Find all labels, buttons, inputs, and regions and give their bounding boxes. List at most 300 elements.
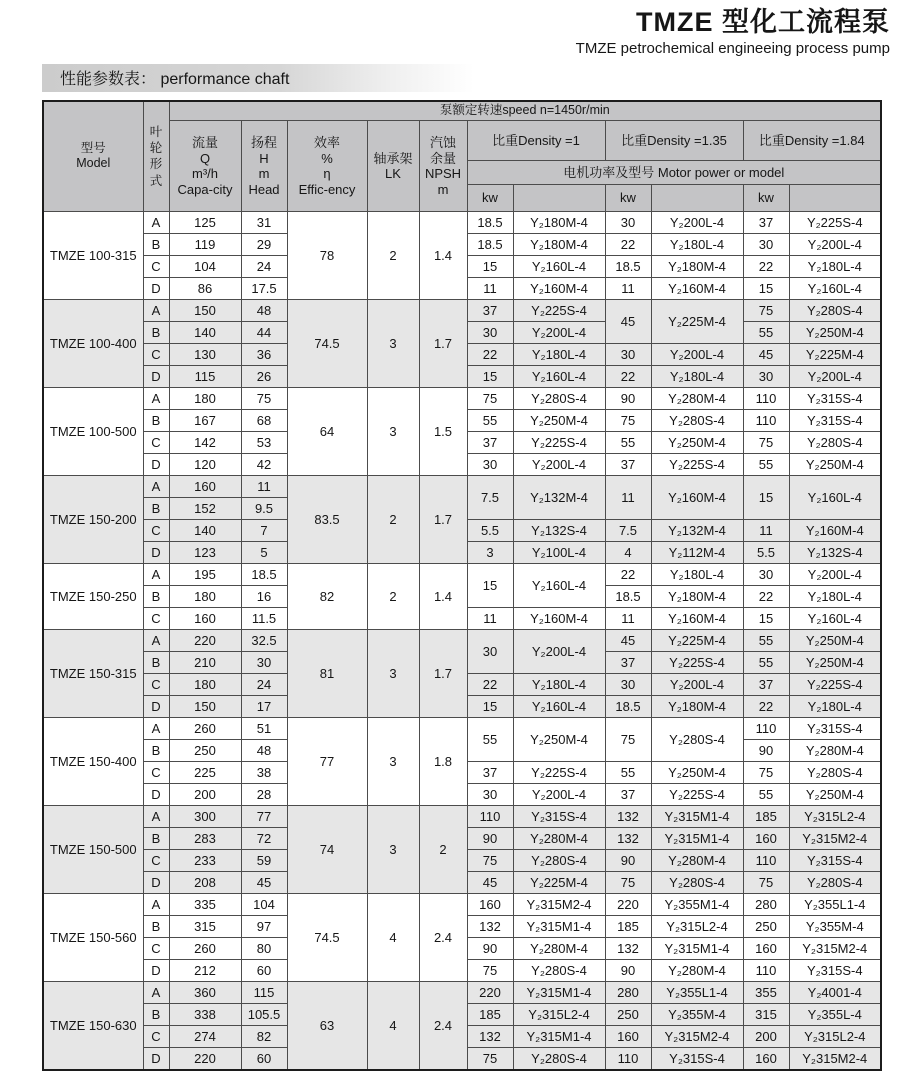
motor-model-cell: Y₂132S-4 bbox=[513, 520, 605, 542]
npsh-cell: 2.4 bbox=[419, 894, 467, 982]
motor-kw-cell: 90 bbox=[605, 388, 651, 410]
table-row bbox=[43, 982, 881, 1004]
impeller-cell: B bbox=[143, 586, 169, 608]
header-motor-model-1 bbox=[513, 185, 605, 212]
motor-kw-cell: 45 bbox=[605, 630, 651, 652]
capacity-cell: 125 bbox=[169, 212, 241, 234]
head-cell: 30 bbox=[241, 652, 287, 674]
motor-model-cell: Y₂280M-4 bbox=[651, 388, 743, 410]
motor-model-cell: Y₂315S-4 bbox=[789, 388, 881, 410]
impeller-cell: A bbox=[143, 388, 169, 410]
impeller-cell: D bbox=[143, 960, 169, 982]
impeller-cell: A bbox=[143, 982, 169, 1004]
efficiency-cell: 81 bbox=[287, 630, 367, 718]
head-cell: 48 bbox=[241, 300, 287, 322]
motor-kw-cell: 45 bbox=[743, 344, 789, 366]
bearing-frame-cell: 3 bbox=[367, 630, 419, 718]
capacity-cell: 260 bbox=[169, 718, 241, 740]
motor-kw-cell: 132 bbox=[467, 916, 513, 938]
capacity-cell: 260 bbox=[169, 938, 241, 960]
motor-kw-cell: 15 bbox=[467, 564, 513, 608]
motor-model-cell: Y₂225S-4 bbox=[789, 674, 881, 696]
model-cell: TMZE 150-400 bbox=[43, 718, 143, 806]
motor-kw-cell: 22 bbox=[605, 366, 651, 388]
motor-model-cell: Y₂315L2-4 bbox=[789, 806, 881, 828]
motor-model-cell: Y₂280S-4 bbox=[651, 718, 743, 762]
motor-kw-cell: 30 bbox=[467, 784, 513, 806]
motor-kw-cell: 280 bbox=[605, 982, 651, 1004]
motor-kw-cell: 75 bbox=[605, 872, 651, 894]
table-row bbox=[43, 300, 881, 322]
header-motor-model-2 bbox=[651, 185, 743, 212]
motor-model-cell: Y₂180L-4 bbox=[513, 674, 605, 696]
motor-model-cell: Y₂160M-4 bbox=[651, 278, 743, 300]
motor-model-cell: Y₂315L2-4 bbox=[651, 916, 743, 938]
impeller-cell: D bbox=[143, 542, 169, 564]
motor-kw-cell: 160 bbox=[743, 828, 789, 850]
motor-model-cell: Y₂160L-4 bbox=[513, 564, 605, 608]
efficiency-cell: 83.5 bbox=[287, 476, 367, 564]
motor-model-cell: Y₂225M-4 bbox=[789, 344, 881, 366]
motor-kw-cell: 37 bbox=[467, 762, 513, 784]
motor-model-cell: Y₂280S-4 bbox=[513, 850, 605, 872]
header-npsh: 汽蚀 余量 NPSH m bbox=[419, 121, 467, 212]
npsh-cell: 1.7 bbox=[419, 630, 467, 718]
capacity-cell: 152 bbox=[169, 498, 241, 520]
motor-kw-cell: 15 bbox=[467, 256, 513, 278]
motor-kw-cell: 75 bbox=[605, 718, 651, 762]
header-bearing: 轴承架 LK bbox=[367, 121, 419, 212]
bearing-frame-cell: 4 bbox=[367, 982, 419, 1070]
motor-kw-cell: 18.5 bbox=[467, 234, 513, 256]
header-kw-3: kw bbox=[743, 185, 789, 212]
capacity-cell: 208 bbox=[169, 872, 241, 894]
motor-kw-cell: 280 bbox=[743, 894, 789, 916]
motor-model-cell: Y₂355M-4 bbox=[651, 1004, 743, 1026]
impeller-cell: D bbox=[143, 366, 169, 388]
header-motor-power: 电机功率及型号 Motor power or model bbox=[467, 161, 881, 185]
impeller-cell: C bbox=[143, 256, 169, 278]
motor-kw-cell: 15 bbox=[467, 696, 513, 718]
capacity-cell: 115 bbox=[169, 366, 241, 388]
motor-kw-cell: 7.5 bbox=[467, 476, 513, 520]
impeller-cell: B bbox=[143, 234, 169, 256]
motor-kw-cell: 30 bbox=[605, 674, 651, 696]
motor-model-cell: Y₂280M-4 bbox=[513, 828, 605, 850]
capacity-cell: 140 bbox=[169, 322, 241, 344]
head-cell: 16 bbox=[241, 586, 287, 608]
motor-model-cell: Y₂250M-4 bbox=[651, 762, 743, 784]
motor-model-cell: Y₂180L-4 bbox=[651, 366, 743, 388]
efficiency-cell: 63 bbox=[287, 982, 367, 1070]
capacity-cell: 180 bbox=[169, 388, 241, 410]
motor-model-cell: Y₂160M-4 bbox=[513, 278, 605, 300]
efficiency-cell: 77 bbox=[287, 718, 367, 806]
motor-kw-cell: 55 bbox=[743, 630, 789, 652]
motor-kw-cell: 110 bbox=[605, 1048, 651, 1070]
motor-model-cell: Y₂160M-4 bbox=[651, 608, 743, 630]
table-row bbox=[43, 718, 881, 740]
model-cell: TMZE 100-315 bbox=[43, 212, 143, 300]
npsh-cell: 1.4 bbox=[419, 564, 467, 630]
motor-model-cell: Y₂200L-4 bbox=[789, 366, 881, 388]
motor-kw-cell: 55 bbox=[605, 762, 651, 784]
motor-model-cell: Y₂160L-4 bbox=[513, 256, 605, 278]
motor-model-cell: Y₂200L-4 bbox=[513, 322, 605, 344]
motor-model-cell: Y₂315M1-4 bbox=[651, 828, 743, 850]
head-cell: 68 bbox=[241, 410, 287, 432]
capacity-cell: 180 bbox=[169, 586, 241, 608]
section-header-bar bbox=[42, 64, 474, 92]
header-kw-2: kw bbox=[605, 185, 651, 212]
bearing-frame-cell: 2 bbox=[367, 564, 419, 630]
motor-kw-cell: 55 bbox=[743, 784, 789, 806]
motor-kw-cell: 37 bbox=[743, 674, 789, 696]
efficiency-cell: 74.5 bbox=[287, 894, 367, 982]
table-row bbox=[43, 806, 881, 828]
head-cell: 17 bbox=[241, 696, 287, 718]
motor-model-cell: Y₂250M-4 bbox=[789, 652, 881, 674]
motor-model-cell: Y₂355M1-4 bbox=[651, 894, 743, 916]
motor-kw-cell: 11 bbox=[467, 278, 513, 300]
header-row-speed bbox=[43, 101, 881, 121]
impeller-cell: C bbox=[143, 344, 169, 366]
impeller-cell: D bbox=[143, 872, 169, 894]
motor-model-cell: Y₂315M1-4 bbox=[651, 938, 743, 960]
model-cell: TMZE 150-315 bbox=[43, 630, 143, 718]
head-cell: 48 bbox=[241, 740, 287, 762]
motor-kw-cell: 160 bbox=[743, 938, 789, 960]
motor-kw-cell: 75 bbox=[467, 1048, 513, 1070]
impeller-cell: C bbox=[143, 608, 169, 630]
impeller-cell: C bbox=[143, 1026, 169, 1048]
head-cell: 11 bbox=[241, 476, 287, 498]
npsh-cell: 2 bbox=[419, 806, 467, 894]
impeller-cell: C bbox=[143, 938, 169, 960]
motor-model-cell: Y₂355M-4 bbox=[789, 916, 881, 938]
motor-kw-cell: 15 bbox=[743, 278, 789, 300]
motor-model-cell: Y₂200L-4 bbox=[513, 630, 605, 674]
motor-kw-cell: 22 bbox=[467, 344, 513, 366]
motor-kw-cell: 75 bbox=[743, 762, 789, 784]
motor-kw-cell: 22 bbox=[743, 256, 789, 278]
header-density-1-84: 比重Density =1.84 bbox=[743, 121, 881, 161]
motor-kw-cell: 55 bbox=[467, 410, 513, 432]
head-cell: 53 bbox=[241, 432, 287, 454]
motor-kw-cell: 160 bbox=[605, 1026, 651, 1048]
impeller-cell: D bbox=[143, 278, 169, 300]
efficiency-cell: 64 bbox=[287, 388, 367, 476]
motor-kw-cell: 22 bbox=[743, 586, 789, 608]
motor-model-cell: Y₂315L2-4 bbox=[789, 1026, 881, 1048]
capacity-cell: 142 bbox=[169, 432, 241, 454]
head-cell: 72 bbox=[241, 828, 287, 850]
motor-kw-cell: 22 bbox=[743, 696, 789, 718]
impeller-cell: A bbox=[143, 718, 169, 740]
impeller-cell: B bbox=[143, 410, 169, 432]
capacity-cell: 250 bbox=[169, 740, 241, 762]
motor-kw-cell: 30 bbox=[605, 212, 651, 234]
motor-kw-cell: 200 bbox=[743, 1026, 789, 1048]
capacity-cell: 130 bbox=[169, 344, 241, 366]
motor-model-cell: Y₂280S-4 bbox=[789, 762, 881, 784]
motor-model-cell: Y₂180L-4 bbox=[789, 696, 881, 718]
motor-model-cell: Y₂160L-4 bbox=[789, 278, 881, 300]
head-cell: 59 bbox=[241, 850, 287, 872]
motor-kw-cell: 55 bbox=[743, 652, 789, 674]
impeller-cell: C bbox=[143, 850, 169, 872]
capacity-cell: 160 bbox=[169, 476, 241, 498]
npsh-cell: 1.7 bbox=[419, 476, 467, 564]
motor-model-cell: Y₂315M1-4 bbox=[651, 806, 743, 828]
bearing-frame-cell: 3 bbox=[367, 806, 419, 894]
bearing-frame-cell: 3 bbox=[367, 300, 419, 388]
capacity-cell: 300 bbox=[169, 806, 241, 828]
head-cell: 5 bbox=[241, 542, 287, 564]
motor-model-cell: Y₂160M-4 bbox=[513, 608, 605, 630]
motor-model-cell: Y₂225M-4 bbox=[651, 300, 743, 344]
motor-model-cell: Y₂250M-4 bbox=[651, 432, 743, 454]
bearing-frame-cell: 3 bbox=[367, 388, 419, 476]
motor-model-cell: Y₂280S-4 bbox=[651, 410, 743, 432]
motor-model-cell: Y₂315S-4 bbox=[789, 718, 881, 740]
motor-kw-cell: 15 bbox=[743, 608, 789, 630]
motor-kw-cell: 132 bbox=[605, 828, 651, 850]
head-cell: 82 bbox=[241, 1026, 287, 1048]
table-row bbox=[43, 212, 881, 234]
head-cell: 105.5 bbox=[241, 1004, 287, 1026]
impeller-cell: C bbox=[143, 520, 169, 542]
head-cell: 104 bbox=[241, 894, 287, 916]
head-cell: 75 bbox=[241, 388, 287, 410]
head-cell: 24 bbox=[241, 674, 287, 696]
motor-kw-cell: 160 bbox=[467, 894, 513, 916]
bearing-frame-cell: 2 bbox=[367, 212, 419, 300]
motor-model-cell: Y₂280M-4 bbox=[651, 850, 743, 872]
motor-kw-cell: 220 bbox=[467, 982, 513, 1004]
efficiency-cell: 82 bbox=[287, 564, 367, 630]
motor-model-cell: Y₂250M-4 bbox=[789, 322, 881, 344]
motor-model-cell: Y₂315S-4 bbox=[789, 960, 881, 982]
motor-kw-cell: 75 bbox=[605, 410, 651, 432]
impeller-cell: A bbox=[143, 806, 169, 828]
motor-kw-cell: 30 bbox=[467, 630, 513, 674]
head-cell: 77 bbox=[241, 806, 287, 828]
motor-model-cell: Y₂180M-4 bbox=[651, 586, 743, 608]
motor-model-cell: Y₂160L-4 bbox=[789, 608, 881, 630]
motor-kw-cell: 18.5 bbox=[605, 256, 651, 278]
capacity-cell: 225 bbox=[169, 762, 241, 784]
motor-model-cell: Y₂180M-4 bbox=[651, 696, 743, 718]
motor-kw-cell: 132 bbox=[605, 806, 651, 828]
head-cell: 60 bbox=[241, 960, 287, 982]
motor-kw-cell: 22 bbox=[467, 674, 513, 696]
model-cell: TMZE 150-200 bbox=[43, 476, 143, 564]
motor-kw-cell: 30 bbox=[605, 344, 651, 366]
head-cell: 97 bbox=[241, 916, 287, 938]
motor-model-cell: Y₂225S-4 bbox=[513, 432, 605, 454]
motor-kw-cell: 110 bbox=[743, 718, 789, 740]
head-cell: 26 bbox=[241, 366, 287, 388]
motor-kw-cell: 55 bbox=[743, 322, 789, 344]
head-cell: 7 bbox=[241, 520, 287, 542]
head-cell: 24 bbox=[241, 256, 287, 278]
head-cell: 17.5 bbox=[241, 278, 287, 300]
motor-model-cell: Y₂180L-4 bbox=[789, 256, 881, 278]
motor-model-cell: Y₂315M1-4 bbox=[513, 1026, 605, 1048]
motor-kw-cell: 75 bbox=[467, 388, 513, 410]
capacity-cell: 160 bbox=[169, 608, 241, 630]
motor-kw-cell: 75 bbox=[467, 960, 513, 982]
motor-model-cell: Y₂225S-4 bbox=[513, 762, 605, 784]
motor-kw-cell: 250 bbox=[605, 1004, 651, 1026]
capacity-cell: 119 bbox=[169, 234, 241, 256]
head-cell: 32.5 bbox=[241, 630, 287, 652]
capacity-cell: 150 bbox=[169, 696, 241, 718]
motor-kw-cell: 160 bbox=[743, 1048, 789, 1070]
motor-kw-cell: 55 bbox=[467, 718, 513, 762]
motor-kw-cell: 75 bbox=[743, 432, 789, 454]
motor-model-cell: Y₂132S-4 bbox=[789, 542, 881, 564]
header-density-1: 比重Density =1 bbox=[467, 121, 605, 161]
head-cell: 45 bbox=[241, 872, 287, 894]
motor-model-cell: Y₂225S-4 bbox=[651, 652, 743, 674]
header-row-density bbox=[43, 121, 881, 161]
motor-kw-cell: 30 bbox=[467, 322, 513, 344]
impeller-cell: C bbox=[143, 762, 169, 784]
motor-model-cell: Y₂280M-4 bbox=[513, 938, 605, 960]
motor-kw-cell: 11 bbox=[605, 608, 651, 630]
table-row bbox=[43, 564, 881, 586]
motor-kw-cell: 90 bbox=[743, 740, 789, 762]
motor-model-cell: Y₂315S-4 bbox=[651, 1048, 743, 1070]
motor-kw-cell: 37 bbox=[467, 432, 513, 454]
motor-kw-cell: 11 bbox=[605, 476, 651, 520]
motor-kw-cell: 110 bbox=[743, 410, 789, 432]
head-cell: 115 bbox=[241, 982, 287, 1004]
impeller-cell: D bbox=[143, 696, 169, 718]
impeller-cell: B bbox=[143, 916, 169, 938]
motor-kw-cell: 45 bbox=[605, 300, 651, 344]
motor-kw-cell: 37 bbox=[605, 784, 651, 806]
capacity-cell: 195 bbox=[169, 564, 241, 586]
impeller-cell: A bbox=[143, 300, 169, 322]
motor-model-cell: Y₂132M-4 bbox=[651, 520, 743, 542]
model-cell: TMZE 150-500 bbox=[43, 806, 143, 894]
motor-kw-cell: 250 bbox=[743, 916, 789, 938]
motor-model-cell: Y₂225S-4 bbox=[513, 300, 605, 322]
efficiency-cell: 74.5 bbox=[287, 300, 367, 388]
motor-model-cell: Y₂180L-4 bbox=[789, 586, 881, 608]
motor-model-cell: Y₂315M2-4 bbox=[789, 1048, 881, 1070]
model-cell: TMZE 100-400 bbox=[43, 300, 143, 388]
motor-kw-cell: 75 bbox=[743, 872, 789, 894]
motor-model-cell: Y₂355L-4 bbox=[789, 1004, 881, 1026]
motor-kw-cell: 11 bbox=[467, 608, 513, 630]
motor-model-cell: Y₂160L-4 bbox=[789, 476, 881, 520]
impeller-cell: A bbox=[143, 212, 169, 234]
motor-model-cell: Y₂180M-4 bbox=[651, 256, 743, 278]
title-block bbox=[0, 0, 900, 57]
motor-model-cell: Y₂180M-4 bbox=[513, 234, 605, 256]
motor-model-cell: Y₂180M-4 bbox=[513, 212, 605, 234]
motor-kw-cell: 37 bbox=[605, 454, 651, 476]
motor-kw-cell: 75 bbox=[743, 300, 789, 322]
head-cell: 28 bbox=[241, 784, 287, 806]
capacity-cell: 120 bbox=[169, 454, 241, 476]
impeller-cell: D bbox=[143, 1048, 169, 1070]
bearing-frame-cell: 3 bbox=[367, 718, 419, 806]
capacity-cell: 210 bbox=[169, 652, 241, 674]
motor-model-cell: Y₂280S-4 bbox=[513, 960, 605, 982]
motor-kw-cell: 18.5 bbox=[605, 696, 651, 718]
capacity-cell: 233 bbox=[169, 850, 241, 872]
bearing-frame-cell: 4 bbox=[367, 894, 419, 982]
motor-model-cell: Y₂180L-4 bbox=[513, 344, 605, 366]
motor-model-cell: Y₂315S-4 bbox=[789, 410, 881, 432]
motor-kw-cell: 110 bbox=[467, 806, 513, 828]
performance-table-body bbox=[43, 212, 881, 1070]
header-model: 型号 Model bbox=[43, 101, 143, 212]
motor-model-cell: Y₂250M-4 bbox=[513, 410, 605, 432]
motor-model-cell: Y₂280S-4 bbox=[789, 300, 881, 322]
header-efficiency: 效率 % η Effic-ency bbox=[287, 121, 367, 212]
motor-model-cell: Y₂280M-4 bbox=[651, 960, 743, 982]
motor-model-cell: Y₂160L-4 bbox=[513, 366, 605, 388]
model-cell: TMZE 150-630 bbox=[43, 982, 143, 1070]
impeller-cell: A bbox=[143, 630, 169, 652]
npsh-cell: 1.4 bbox=[419, 212, 467, 300]
capacity-cell: 104 bbox=[169, 256, 241, 278]
motor-kw-cell: 355 bbox=[743, 982, 789, 1004]
motor-model-cell: Y₂250M-4 bbox=[513, 718, 605, 762]
motor-kw-cell: 110 bbox=[743, 388, 789, 410]
table-row bbox=[43, 476, 881, 498]
motor-model-cell: Y₂280S-4 bbox=[513, 388, 605, 410]
impeller-cell: B bbox=[143, 498, 169, 520]
capacity-cell: 335 bbox=[169, 894, 241, 916]
motor-kw-cell: 110 bbox=[743, 850, 789, 872]
motor-kw-cell: 37 bbox=[743, 212, 789, 234]
motor-kw-cell: 37 bbox=[605, 652, 651, 674]
motor-kw-cell: 30 bbox=[743, 564, 789, 586]
motor-kw-cell: 11 bbox=[743, 520, 789, 542]
header-density-1-35: 比重Density =1.35 bbox=[605, 121, 743, 161]
motor-model-cell: Y₂315M2-4 bbox=[789, 828, 881, 850]
motor-model-cell: Y₂200L-4 bbox=[513, 454, 605, 476]
head-cell: 29 bbox=[241, 234, 287, 256]
motor-kw-cell: 90 bbox=[467, 938, 513, 960]
impeller-cell: A bbox=[143, 476, 169, 498]
motor-model-cell: Y₂315M2-4 bbox=[789, 938, 881, 960]
table-row bbox=[43, 894, 881, 916]
header-capacity: 流量 Q m³/h Capa-city bbox=[169, 121, 241, 212]
model-cell: TMZE 150-560 bbox=[43, 894, 143, 982]
page-subtitle: TMZE petrochemical engineeing process pump bbox=[575, 39, 890, 57]
impeller-cell: B bbox=[143, 652, 169, 674]
motor-model-cell: Y₂315M1-4 bbox=[513, 982, 605, 1004]
motor-model-cell: Y₂280M-4 bbox=[789, 740, 881, 762]
head-cell: 51 bbox=[241, 718, 287, 740]
motor-kw-cell: 315 bbox=[743, 1004, 789, 1026]
page-title: TMZE 型化工流程泵 bbox=[636, 7, 890, 37]
npsh-cell: 1.8 bbox=[419, 718, 467, 806]
motor-model-cell: Y₂160L-4 bbox=[513, 696, 605, 718]
capacity-cell: 140 bbox=[169, 520, 241, 542]
motor-kw-cell: 30 bbox=[467, 454, 513, 476]
motor-model-cell: Y₂160M-4 bbox=[789, 520, 881, 542]
head-cell: 60 bbox=[241, 1048, 287, 1070]
